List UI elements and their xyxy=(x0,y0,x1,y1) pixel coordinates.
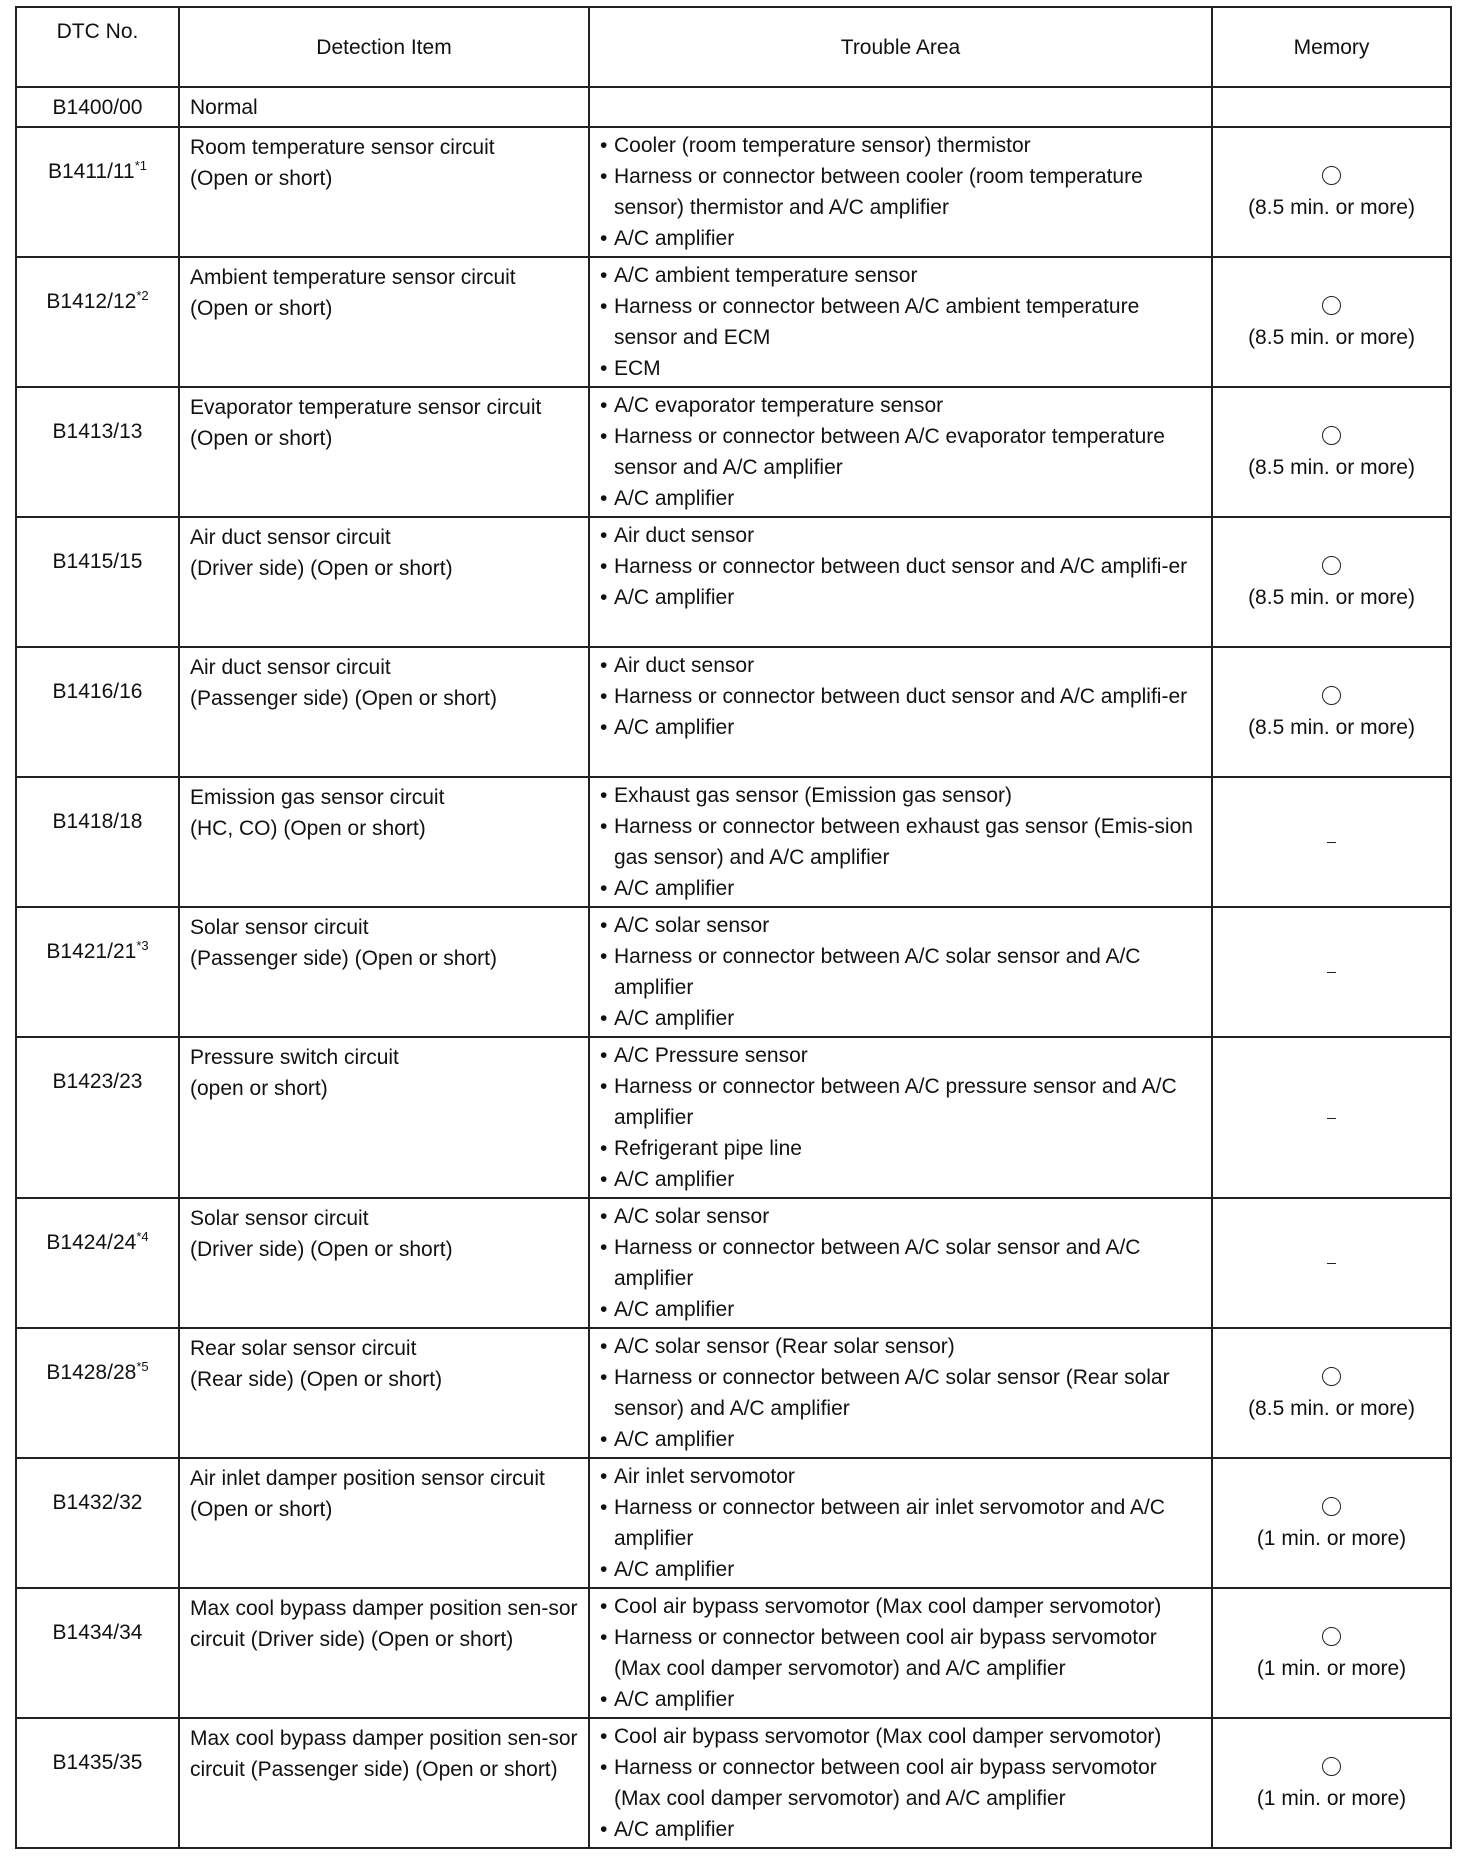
footnote-marker: *2 xyxy=(136,288,149,303)
trouble-area xyxy=(589,1718,1212,1848)
detection-item-line: Solar sensor circuit xyxy=(190,1207,369,1230)
dtc-number xyxy=(16,1037,179,1198)
trouble-area-item: • Harness or connector between A/C pressure sensor and A/C amplifier xyxy=(600,1071,1203,1133)
memory xyxy=(1212,1588,1451,1718)
table-row xyxy=(16,87,1451,127)
memory-duration: (8.5 min. or more) xyxy=(1248,456,1415,479)
trouble-area-item: • A/C amplifier xyxy=(600,712,1203,743)
dtc-number xyxy=(16,1458,179,1588)
memory xyxy=(1212,647,1451,777)
table-row xyxy=(16,1718,1451,1848)
dtc-code: B1421/21 xyxy=(46,940,137,963)
trouble-area-item: • A/C amplifier xyxy=(600,1554,1203,1585)
footnote-marker: *3 xyxy=(136,938,149,953)
detection-item xyxy=(179,387,589,517)
detection-item-line: (Passenger side) (Open or short) xyxy=(190,687,497,710)
memory xyxy=(1212,127,1451,257)
detection-item xyxy=(179,87,589,127)
trouble-area xyxy=(589,87,1212,127)
dtc-number xyxy=(16,257,179,387)
table-row xyxy=(16,1037,1451,1198)
dash-icon xyxy=(1327,1263,1336,1264)
memory xyxy=(1212,1718,1451,1848)
trouble-area-item: • A/C amplifier xyxy=(600,1684,1203,1715)
trouble-area xyxy=(589,517,1212,647)
dtc-number xyxy=(16,127,179,257)
dtc-number xyxy=(16,647,179,777)
dtc-code: B1418/18 xyxy=(52,810,143,833)
dash-icon xyxy=(1327,1118,1336,1119)
header-dtc: DTC No. xyxy=(16,7,179,87)
detection-item-line: Air duct sensor circuit xyxy=(190,526,391,549)
memory xyxy=(1212,1328,1451,1458)
detection-item xyxy=(179,1037,589,1198)
dash-icon xyxy=(1327,842,1336,843)
memory-duration: (8.5 min. or more) xyxy=(1248,586,1415,609)
dash-icon xyxy=(1327,972,1336,973)
detection-item xyxy=(179,1718,589,1848)
dtc-table xyxy=(15,6,1452,1849)
trouble-area xyxy=(589,1198,1212,1328)
circle-icon xyxy=(1322,556,1341,575)
trouble-area xyxy=(589,1458,1212,1588)
circle-icon xyxy=(1322,1627,1341,1646)
circle-icon xyxy=(1322,686,1341,705)
detection-item xyxy=(179,517,589,647)
dtc-code: B1432/32 xyxy=(52,1491,143,1514)
memory-duration: (8.5 min. or more) xyxy=(1248,1397,1415,1420)
trouble-area-item: • A/C ambient temperature sensor xyxy=(600,260,1203,291)
trouble-area-item: • Harness or connector between cool air bypass servomotor (Max cool damper servomotor) and A/C amplifier xyxy=(600,1752,1203,1814)
detection-item-line: Air duct sensor circuit xyxy=(190,656,391,679)
trouble-area-item: • Air inlet servomotor xyxy=(600,1461,1203,1492)
detection-item-line: Pressure switch circuit xyxy=(190,1046,399,1069)
trouble-area-item: • Harness or connector between duct sensor and A/C amplifi-er xyxy=(600,551,1203,582)
dtc-code: B1412/12 xyxy=(46,290,137,313)
trouble-area-item: • A/C amplifier xyxy=(600,483,1203,514)
memory xyxy=(1212,907,1451,1037)
detection-item-line: Solar sensor circuit xyxy=(190,916,369,939)
memory xyxy=(1212,87,1451,127)
table-row xyxy=(16,387,1451,517)
trouble-area-item: • Harness or connector between A/C solar sensor and A/C amplifier xyxy=(600,941,1203,1003)
memory-duration: (1 min. or more) xyxy=(1256,1657,1407,1680)
dtc-code: B1416/16 xyxy=(52,680,143,703)
memory xyxy=(1212,387,1451,517)
trouble-area-item: • Harness or connector between A/C solar sensor and A/C amplifier xyxy=(600,1232,1203,1294)
dtc-code: B1400/00 xyxy=(52,95,143,119)
dtc-number xyxy=(16,1588,179,1718)
trouble-area-item: • Air duct sensor xyxy=(600,650,1203,681)
dtc-number xyxy=(16,907,179,1037)
trouble-area-item: • A/C evaporator temperature sensor xyxy=(600,390,1203,421)
memory-duration: (1 min. or more) xyxy=(1256,1787,1407,1810)
trouble-area-item: • Harness or connector between exhaust gas sensor (Emis-sion gas sensor) and A/C amplifier xyxy=(600,811,1203,873)
detection-item-line: (Open or short) xyxy=(190,427,333,450)
trouble-area xyxy=(589,387,1212,517)
footnote-marker: *5 xyxy=(136,1359,149,1374)
trouble-area-item: • Cooler (room temperature sensor) thermistor xyxy=(600,130,1203,161)
header-row xyxy=(16,7,1451,87)
trouble-area-item: • Harness or connector between A/C solar sensor (Rear solar sensor) and A/C amplifier xyxy=(600,1362,1203,1424)
trouble-area-item: • A/C amplifier xyxy=(600,1424,1203,1455)
trouble-area xyxy=(589,647,1212,777)
trouble-area-item: • ECM xyxy=(600,353,1203,384)
trouble-area-item: • A/C amplifier xyxy=(600,873,1203,904)
header-memory: Memory xyxy=(1212,7,1451,87)
trouble-area-item: • Cool air bypass servomotor (Max cool damper servomotor) xyxy=(600,1721,1203,1752)
footnote-marker: *1 xyxy=(134,158,148,173)
detection-item-line: (Open or short) xyxy=(190,1498,333,1521)
detection-item-line: Rear solar sensor circuit xyxy=(190,1337,417,1360)
memory-duration: (1 min. or more) xyxy=(1256,1527,1407,1550)
memory xyxy=(1212,1458,1451,1588)
header-detection-item: Detection Item xyxy=(179,7,589,87)
memory xyxy=(1212,257,1451,387)
memory xyxy=(1212,517,1451,647)
table-row xyxy=(16,647,1451,777)
trouble-area-item: • Harness or connector between cool air bypass servomotor (Max cool damper servomotor) and A/C amplifier xyxy=(600,1622,1203,1684)
table-row xyxy=(16,257,1451,387)
trouble-area-item: • Harness or connector between duct sensor and A/C amplifi-er xyxy=(600,681,1203,712)
footnote-marker: *4 xyxy=(136,1229,149,1244)
detection-item-line: Air inlet damper position sensor circuit xyxy=(190,1467,545,1490)
table-row xyxy=(16,1588,1451,1718)
trouble-area-item: • Harness or connector between A/C evaporator temperature sensor and A/C amplifier xyxy=(600,421,1203,483)
trouble-area-item: • Air duct sensor xyxy=(600,520,1203,551)
detection-item-line: (Passenger side) (Open or short) xyxy=(190,947,497,970)
detection-item-line: (Driver side) (Open or short) xyxy=(190,1238,453,1261)
trouble-area-item: • Harness or connector between A/C ambient temperature sensor and ECM xyxy=(600,291,1203,353)
circle-icon xyxy=(1322,1367,1341,1386)
memory-duration: (8.5 min. or more) xyxy=(1248,326,1415,349)
header-trouble-area: Trouble Area xyxy=(589,7,1212,87)
trouble-area xyxy=(589,127,1212,257)
dtc-code: B1415/15 xyxy=(52,550,143,573)
table-row xyxy=(16,1198,1451,1328)
memory xyxy=(1212,1198,1451,1328)
detection-item xyxy=(179,907,589,1037)
dtc-number xyxy=(16,87,179,127)
trouble-area xyxy=(589,257,1212,387)
trouble-area xyxy=(589,777,1212,907)
memory-duration: (8.5 min. or more) xyxy=(1248,716,1415,739)
trouble-area-item: • A/C amplifier xyxy=(600,1814,1203,1845)
dtc-code: B1411/11 xyxy=(47,160,135,183)
detection-item xyxy=(179,1198,589,1328)
circle-icon xyxy=(1322,1497,1341,1516)
trouble-area-item: • Harness or connector between cooler (room temperature sensor) thermistor and A/C amplifier xyxy=(600,161,1203,223)
dtc-code: B1424/24 xyxy=(46,1231,137,1254)
dtc-code: B1428/28 xyxy=(46,1361,137,1384)
trouble-area-item: • A/C solar sensor xyxy=(600,1201,1203,1232)
detection-item-line: Normal xyxy=(190,95,258,119)
circle-icon xyxy=(1322,296,1341,315)
detection-item-line: (HC, CO) (Open or short) xyxy=(190,817,426,840)
trouble-area-item: • A/C amplifier xyxy=(600,582,1203,613)
dtc-number xyxy=(16,1718,179,1848)
trouble-area-item: • Harness or connector between air inlet servomotor and A/C amplifier xyxy=(600,1492,1203,1554)
dtc-number xyxy=(16,517,179,647)
memory-duration: (8.5 min. or more) xyxy=(1248,196,1415,219)
dtc-code: B1413/13 xyxy=(52,420,143,443)
dtc-code: B1423/23 xyxy=(52,1070,143,1093)
trouble-area-item: • Refrigerant pipe line xyxy=(600,1133,1203,1164)
dtc-code: B1434/34 xyxy=(52,1621,143,1644)
detection-item xyxy=(179,257,589,387)
table-row xyxy=(16,777,1451,907)
detection-item-line: (open or short) xyxy=(190,1077,328,1100)
trouble-area-item: • Cool air bypass servomotor (Max cool damper servomotor) xyxy=(600,1591,1203,1622)
trouble-area-item: • Exhaust gas sensor (Emission gas sensor) xyxy=(600,780,1203,811)
detection-item-line: Ambient temperature sensor circuit xyxy=(190,266,516,289)
dtc-number xyxy=(16,777,179,907)
detection-item-line: Evaporator temperature sensor circuit xyxy=(190,396,542,419)
trouble-area xyxy=(589,1588,1212,1718)
circle-icon xyxy=(1322,426,1341,445)
detection-item xyxy=(179,1588,589,1718)
trouble-area xyxy=(589,1328,1212,1458)
dtc-number xyxy=(16,1198,179,1328)
table-row xyxy=(16,1458,1451,1588)
table-row xyxy=(16,517,1451,647)
detection-item xyxy=(179,647,589,777)
table-row xyxy=(16,907,1451,1037)
detection-item-line: Max cool bypass damper position sen-sor circuit (Driver side) (Open or short) xyxy=(190,1597,578,1651)
table-row xyxy=(16,1328,1451,1458)
trouble-area-item: • A/C Pressure sensor xyxy=(600,1040,1203,1071)
trouble-area-item: • A/C solar sensor (Rear solar sensor) xyxy=(600,1331,1203,1362)
detection-item-line: (Rear side) (Open or short) xyxy=(190,1368,443,1391)
detection-item-line: Room temperature sensor circuit xyxy=(190,136,495,159)
circle-icon xyxy=(1322,1757,1341,1776)
dtc-number xyxy=(16,387,179,517)
trouble-area-item: • A/C amplifier xyxy=(600,1003,1203,1034)
trouble-area xyxy=(589,907,1212,1037)
circle-icon xyxy=(1322,166,1341,185)
detection-item xyxy=(179,1458,589,1588)
detection-item xyxy=(179,1328,589,1458)
detection-item-line: (Open or short) xyxy=(190,297,333,320)
detection-item-line: Emission gas sensor circuit xyxy=(190,786,445,809)
memory xyxy=(1212,777,1451,907)
dtc-code: B1435/35 xyxy=(52,1751,143,1774)
table-row xyxy=(16,127,1451,257)
memory xyxy=(1212,1037,1451,1198)
dtc-number xyxy=(16,1328,179,1458)
detection-item-line: (Open or short) xyxy=(190,167,333,190)
trouble-area xyxy=(589,1037,1212,1198)
trouble-area-item: • A/C amplifier xyxy=(600,1294,1203,1325)
trouble-area-item: • A/C amplifier xyxy=(600,223,1203,254)
trouble-area-item: • A/C solar sensor xyxy=(600,910,1203,941)
detection-item-line: Max cool bypass damper position sen-sor circuit (Passenger side) (Open or short) xyxy=(190,1727,578,1781)
detection-item xyxy=(179,127,589,257)
detection-item-line: (Driver side) (Open or short) xyxy=(190,557,453,580)
detection-item xyxy=(179,777,589,907)
table-body xyxy=(16,87,1451,1848)
trouble-area-item: • A/C amplifier xyxy=(600,1164,1203,1195)
